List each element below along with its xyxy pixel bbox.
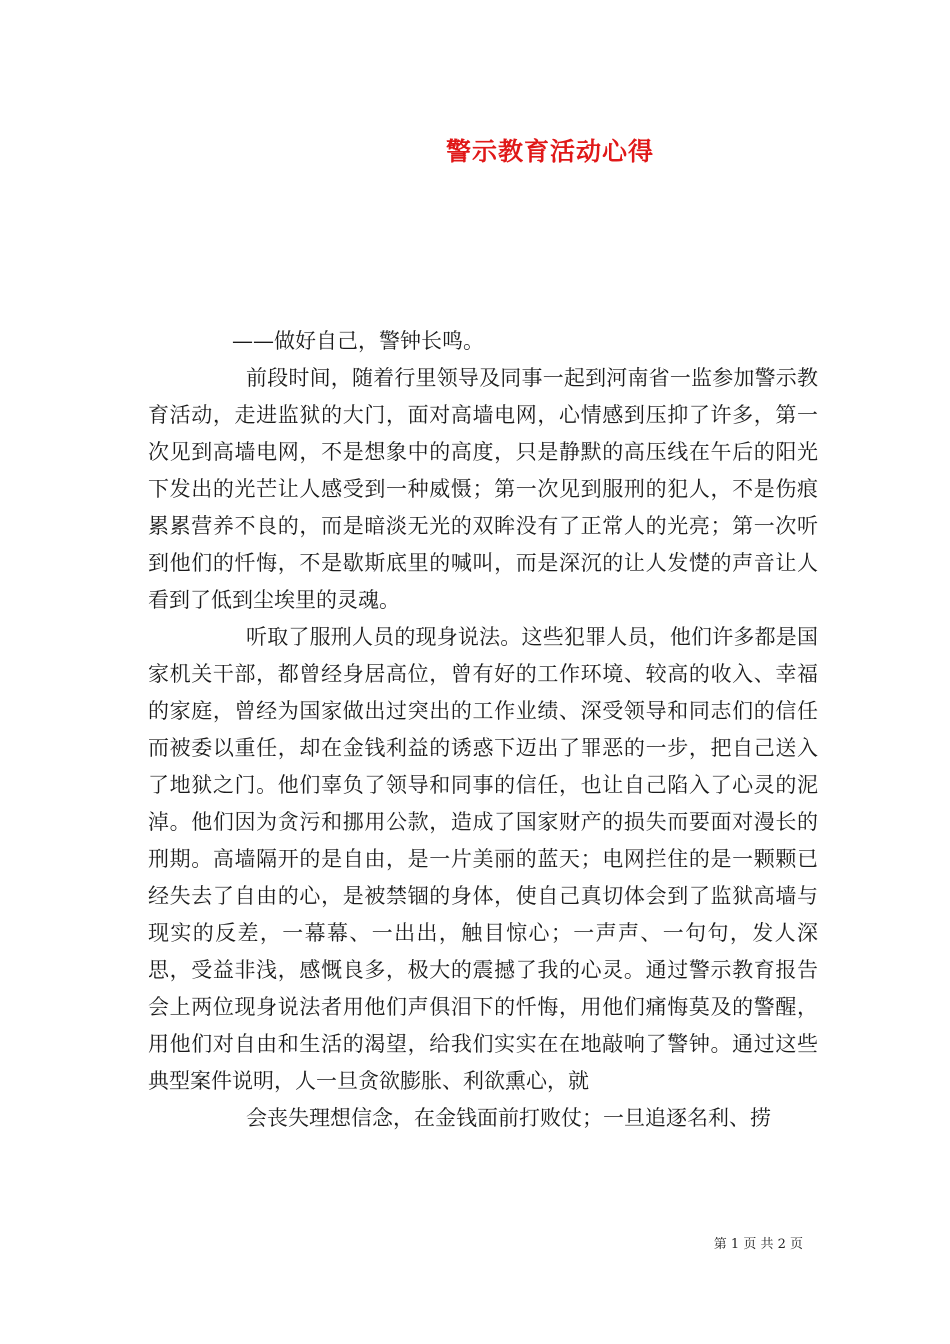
document-subtitle: ——做好自己，警钟长鸣。 — [232, 329, 484, 353]
paragraph: 听取了服刑人员的现身说法。这些犯罪人员，他们许多都是国家机关干部，都曾经身居高位，曾有好的工作环境、较高的收入、幸福的家庭，曾经为国家做出过突出的工作业绩、深受领导和同志们的信任而被委以重任，却在金钱利益的诱惑下迈出了罪恶的一步，把自己送入了地狱之门。他们辜负了领导和同事的信任，也让自己陷入了心灵的泥淖。他们因为贪污和挪用公款，造成了国家财产的损失而要面对漫长的刑期。高墙隔开的是自由，是一片美丽的蓝天；电网拦住的是一颗颗已经失去了自由的心，是被禁锢的身体，使自己真切体会到了监狱高墙与现实的反差，一幕幕、一出出，触目惊心；一声声、一句句，发人深思，受益非浅，感慨良多，极大的震撼了我的心灵。通过警示教育报告会上两位现身说法者用他们声俱泪下的忏悔，用他们痛悔莫及的警醒，用他们对自由和生活的渴望，给我们实实在在地敲响了警钟。通过这些典型案件说明，人一旦贪欲膨胀、利欲熏心，就 — [148, 625, 818, 1093]
page-number: 第 1 页 共 2 页 — [713, 1237, 803, 1252]
paragraph: 前段时间，随着行里领导及同事一起到河南省一监参加警示教育活动，走进监狱的大门，面对高墙电网，心情感到压抑了许多，第一次见到高墙电网，不是想象中的高度，只是静默的高压线在午后的阳光下发出的光芒让人感受到一种威慑；第一次见到服刑的犯人，不是伤痕累累营养不良的，而是暗淡无光的双眸没有了正常人的光亮；第一次听到他们的忏悔，不是歇斯底里的喊叫，而是深沉的让人发憷的声音让人看到了低到尘埃里的灵魂。 — [148, 366, 818, 612]
document-body — [148, 323, 818, 1137]
document-title: 警示教育活动心得 — [445, 137, 654, 166]
paragraph: 会丧失理想信念，在金钱面前打败仗；一旦追逐名利、捞 — [246, 1106, 771, 1130]
